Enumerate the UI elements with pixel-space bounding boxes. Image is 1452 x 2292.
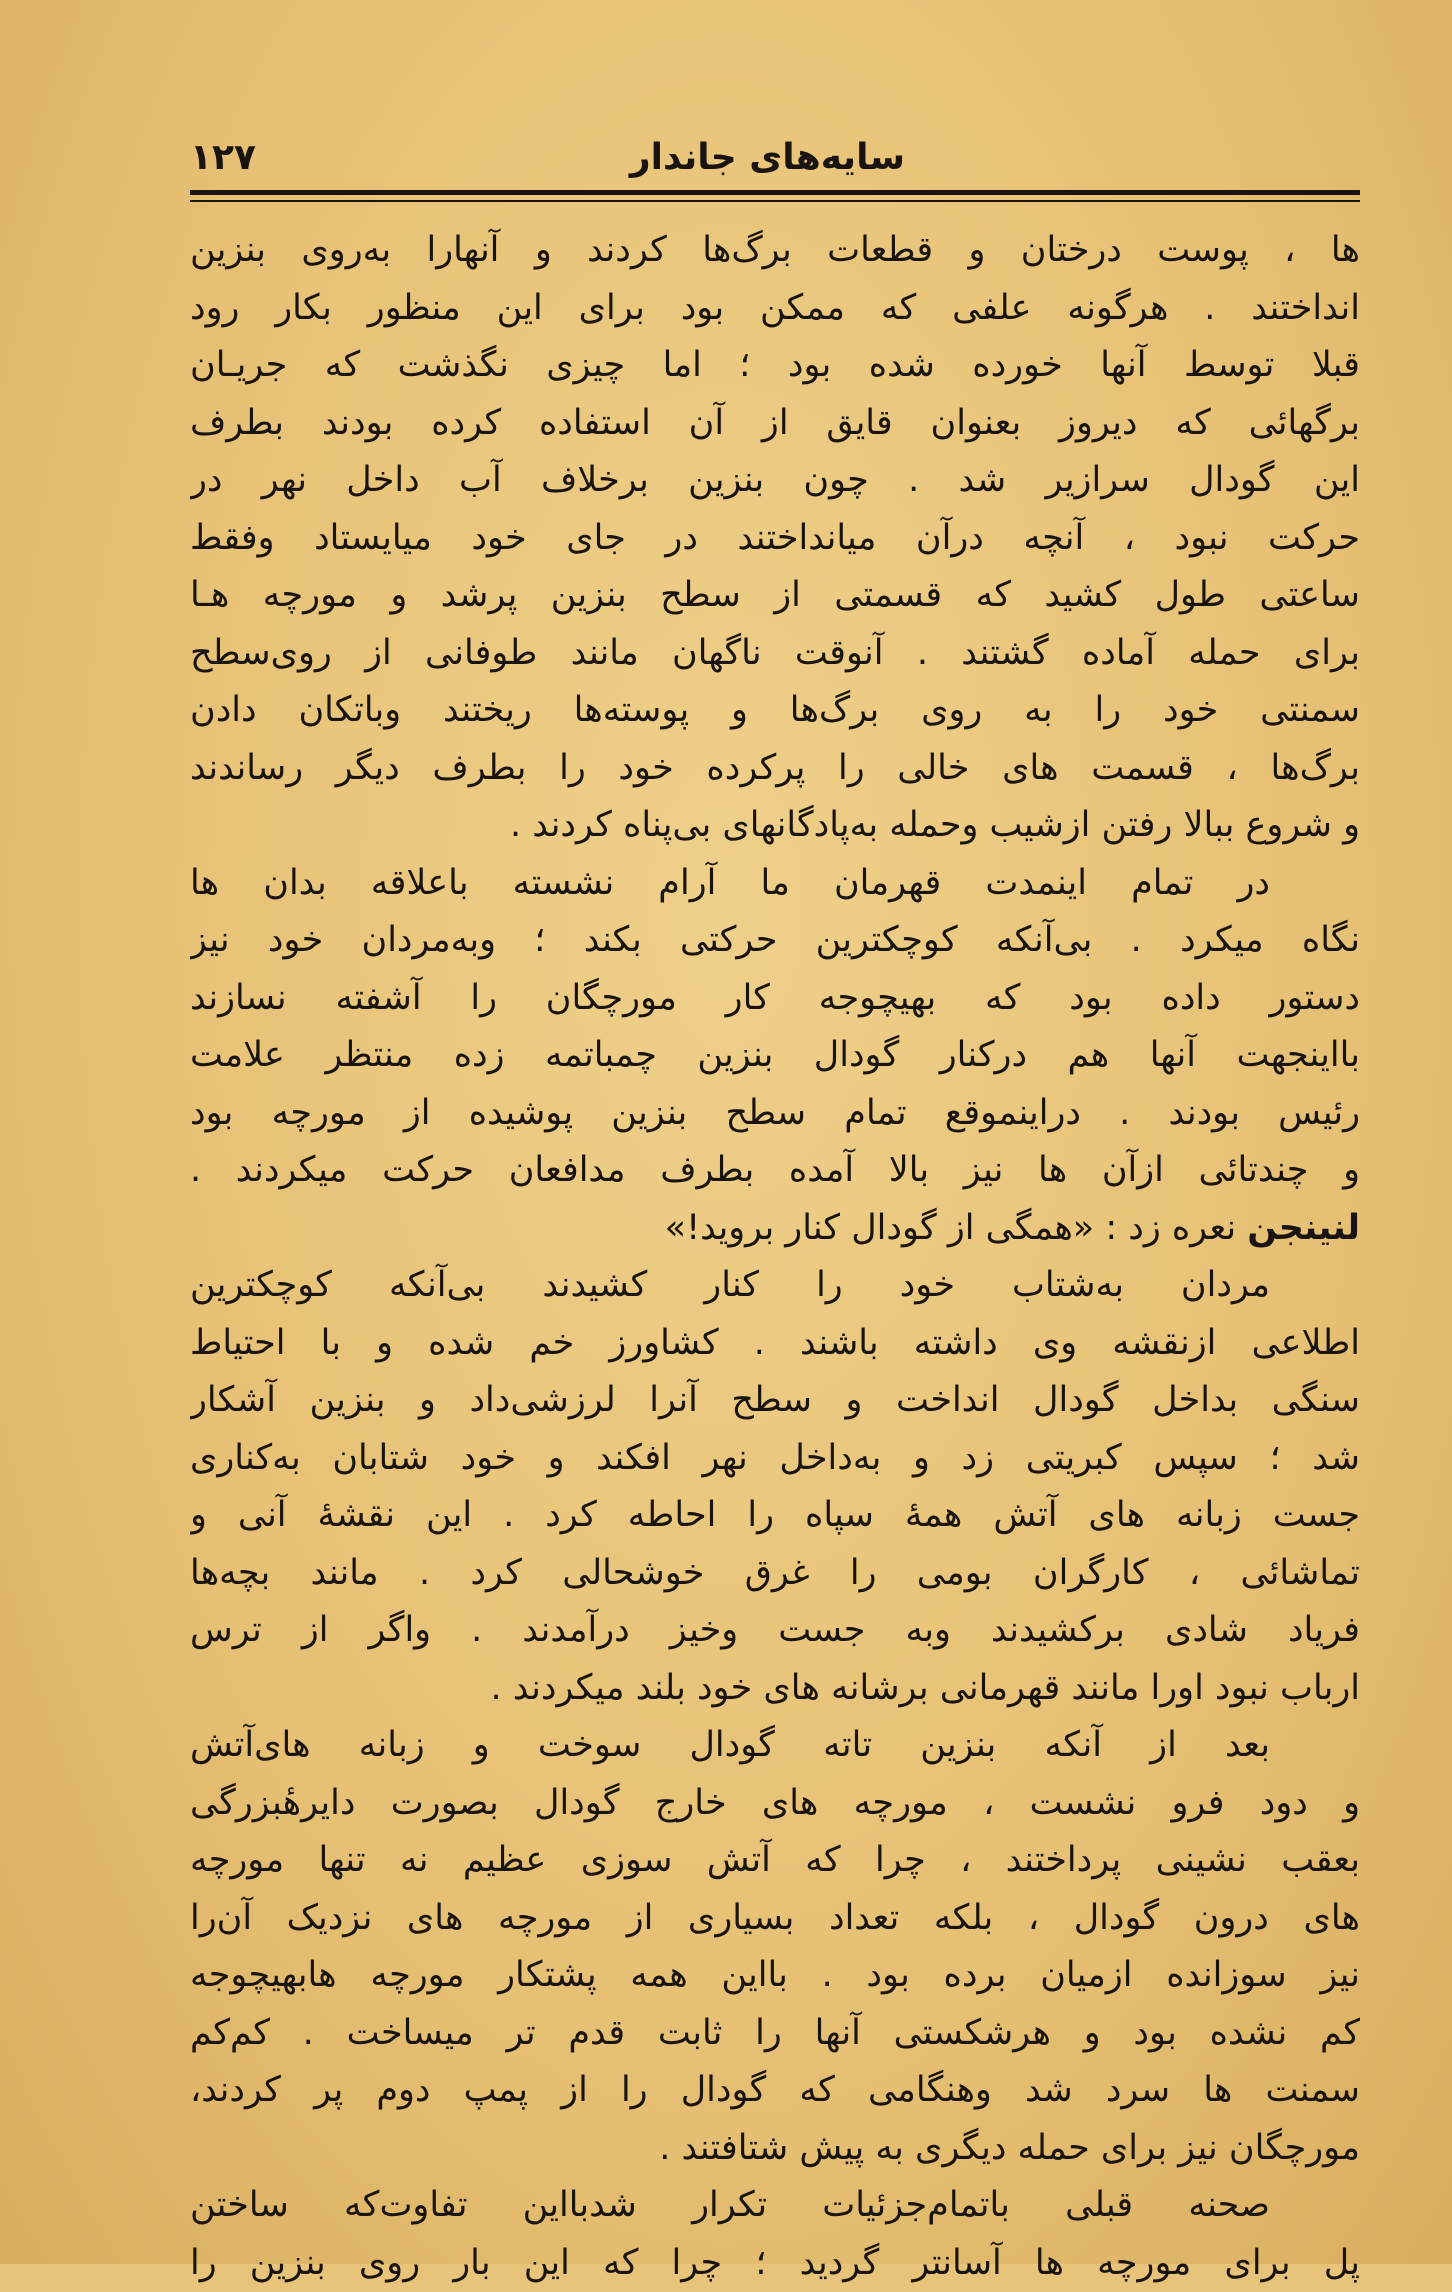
text-line bbox=[190, 1142, 1360, 1200]
line-text: مورچگان نیز برای حمله دیگری به پیش شتافتند . bbox=[659, 2128, 1360, 2168]
text-line bbox=[190, 395, 1360, 453]
line-text: پل برای مورچه ها آسانتر گردید ؛ چرا که این بار روی بنزین را bbox=[190, 2243, 1360, 2283]
header-rule-thin bbox=[190, 200, 1360, 202]
text-line bbox=[190, 2062, 1360, 2120]
text-line bbox=[190, 797, 1360, 855]
line-text: اطلاعی ازنقشه وی داشته باشند . کشاورز خم شده و با احتیاط bbox=[190, 1323, 1360, 1363]
line-text: انداختند . هرگونه علفی که ممکن بود برای این منظور بکار رود bbox=[190, 288, 1360, 328]
line-text: و چندتائی ازآن ها نیز بالا آمده بطرف مدافعان حرکت میکردند . bbox=[190, 1150, 1360, 1190]
header-rule-thick bbox=[190, 190, 1360, 195]
character-name: لنینجن bbox=[1247, 1208, 1360, 1248]
line-text: ها ، پوست درختان و قطعات برگ‌ها کردند و آنهارا به‌روی بنزین bbox=[190, 230, 1360, 270]
text-line bbox=[190, 1372, 1360, 1430]
line-text: سنگی بداخل گودال انداخت و سطح آنرا لرزشی‌داد و بنزین آشکار bbox=[190, 1380, 1360, 1420]
text-line bbox=[190, 1200, 1360, 1258]
text-line bbox=[190, 1890, 1360, 1948]
text-line bbox=[190, 452, 1360, 510]
line-text: بعد از آنکه بنزین تاته گودال سوخت و زبانه های‌آتش bbox=[190, 1725, 1270, 1765]
line-text: جست زبانه های آتش همهٔ سپاه را احاطه کرد . این نقشهٔ آنی و bbox=[190, 1495, 1360, 1535]
text-line bbox=[190, 222, 1360, 280]
line-text: صحنه قبلی باتمام‌جزئیات تکرار شدبااین تفاوت‌که ساختن bbox=[190, 2185, 1270, 2225]
line-text: سمنتی خود را به روی برگ‌ها و پوسته‌ها ریختند وباتکان دادن bbox=[190, 690, 1360, 730]
line-text: دستور داده بود که بهیچوجه کار مورچگان را آشفته نسازند bbox=[190, 978, 1360, 1018]
line-text: برای حمله آماده گشتند . آنوقت ناگهان مانند طوفانی از روی‌سطح bbox=[190, 633, 1360, 673]
line-text: نعره زد : «همگی از گودال کنار بروید!» bbox=[665, 1208, 1236, 1248]
text-line bbox=[190, 1027, 1360, 1085]
text-line bbox=[190, 1315, 1360, 1373]
line-text: تماشائی ، کارگران بومی را غرق خوشحالی کرد . مانند بچه‌ها bbox=[190, 1553, 1360, 1593]
text-line bbox=[190, 855, 1360, 913]
text-line bbox=[190, 510, 1360, 568]
text-line bbox=[190, 1602, 1360, 1660]
text-line bbox=[190, 1257, 1360, 1315]
line-text: و شروع ببالا رفتن ازشیب وحمله به‌پادگانهای بی‌پناه کردند . bbox=[510, 805, 1360, 845]
line-text: در تمام اینمدت قهرمان ما آرام نشسته باعلاقه بدان ها bbox=[190, 863, 1270, 903]
text-line bbox=[190, 567, 1360, 625]
body-text bbox=[190, 222, 1360, 2182]
line-text: مردان به‌شتاب خود را کنار کشیدند بی‌آنکه کوچکترین bbox=[190, 1265, 1270, 1305]
line-text: نیز سوزانده ازمیان برده بود . بااین همه پشتکار مورچه هابهیچوجه bbox=[190, 1955, 1360, 1995]
text-line bbox=[190, 2235, 1360, 2292]
text-line bbox=[190, 2005, 1360, 2063]
line-text: و دود فرو نشست ، مورچه های خارج گودال بصورت دایرهٔبزرگی bbox=[190, 1783, 1360, 1823]
line-text: بااینجهت آنها هم درکنار گودال بنزین چمباتمه زده منتظر علامت bbox=[190, 1035, 1360, 1075]
text-line bbox=[190, 970, 1360, 1028]
line-text: نگاه میکرد . بی‌آنکه کوچکترین حرکتی بکند ؛ وبه‌مردان خود نیز bbox=[190, 920, 1360, 960]
text-line bbox=[190, 740, 1360, 798]
line-text: رئیس بودند . دراینموقع تمام سطح بنزین پوشیده از مورچه بود bbox=[190, 1093, 1360, 1133]
line-text: فریاد شادی برکشیدند وبه جست وخیز درآمدند . واگر از ترس bbox=[190, 1610, 1360, 1650]
text-line bbox=[190, 1545, 1360, 1603]
line-text: سمنت ها سرد شد وهنگامی که گودال را از پمپ دوم پر کردند، bbox=[190, 2070, 1360, 2110]
line-text: برگهائی که دیروز بعنوان قایق از آن استفاده کرده بودند بطرف bbox=[190, 403, 1360, 443]
line-text: شد ؛ سپس کبریتی زد و به‌داخل نهر افکند و خود شتابان به‌کناری bbox=[190, 1438, 1360, 1478]
text-line bbox=[190, 1487, 1360, 1545]
text-line bbox=[190, 1775, 1360, 1833]
text-line bbox=[190, 1430, 1360, 1488]
line-text: کم نشده بود و هرشکستی آنها را ثابت قدم تر میساخت . کم‌کم bbox=[190, 2013, 1360, 2053]
text-line bbox=[190, 2120, 1360, 2178]
line-text: بعقب نشینی پرداختند ، چرا که آتش سوزی عظیم نه تنها مورچه bbox=[190, 1840, 1360, 1880]
text-line bbox=[190, 1717, 1360, 1775]
page-header bbox=[190, 128, 1360, 188]
text-line bbox=[190, 1085, 1360, 1143]
text-line bbox=[190, 280, 1360, 338]
line-text: ساعتی طول کشید که قسمتی از سطح بنزین پرشد و مورچه هـا bbox=[190, 575, 1360, 615]
text-line bbox=[190, 912, 1360, 970]
running-title: سایه‌های جاندار bbox=[630, 128, 905, 188]
line-text: ارباب نبود اورا مانند قهرمانی برشانه های خود بلند میکردند . bbox=[491, 1668, 1360, 1708]
text-line bbox=[190, 625, 1360, 683]
text-line bbox=[190, 1660, 1360, 1718]
line-text: های درون گودال ، بلکه تعداد بسیاری از مورچه های نزدیک آن‌را bbox=[190, 1898, 1360, 1938]
line-text: این گودال سرازیر شد . چون بنزین برخلاف آب داخل نهر در bbox=[190, 460, 1360, 500]
text-line bbox=[190, 337, 1360, 395]
page-number: ۱۲۷ bbox=[190, 128, 256, 188]
text-line bbox=[190, 1947, 1360, 2005]
line-text: قبلا توسط آنها خورده شده بود ؛ اما چیزی نگذشت که جریـان bbox=[190, 345, 1360, 385]
text-line bbox=[190, 682, 1360, 740]
line-text: برگ‌ها ، قسمت های خالی را پرکرده خود را بطرف دیگر رساندند bbox=[190, 748, 1360, 788]
text-line bbox=[190, 2177, 1360, 2235]
text-line bbox=[190, 1832, 1360, 1890]
line-text: حرکت نبود ، آنچه درآن میانداختند در جای خود میایستاد وفقط bbox=[190, 518, 1360, 558]
